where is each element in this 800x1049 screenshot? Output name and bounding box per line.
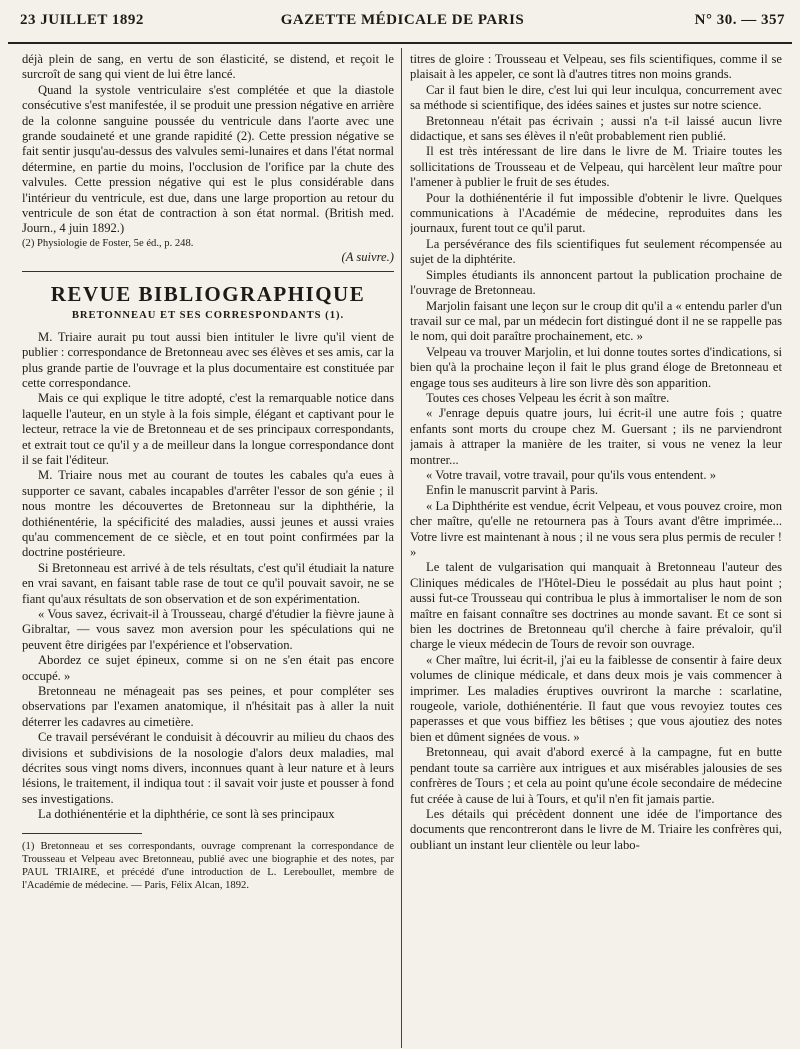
paragraph: Simples étudiants ils annoncent partout la publication prochaine de l'ouvrage de Bretonneau. — [410, 267, 782, 298]
paragraph: Ce travail persévérant le conduisit à découvrir au milieu du chaos des divisions et subdivisions de la nosologie d'alors deux maladies, mal décrites sous vingt noms divers, inconnues quant à leur nature et à leurs lésions, le traitement, il indiqua tout : il savait voir juste et pousser à fond ses investigations. — [22, 730, 394, 806]
paragraph: Pour la dothiénentérie il fut impossible d'obtenir le livre. Quelques communications à l'Académie de médecine, reproduites dans les journaux, furent tout ce qu'il parut. — [410, 190, 782, 236]
paragraph: titres de gloire : Trousseau et Velpeau, ses fils scientifiques, comme il se plaisait à les appeler, ce sont là d'autres titres non moins grands. — [410, 52, 782, 82]
paragraph: Quand la systole ventriculaire s'est complétée et que la diastole consécutive s'est manifestée, il se produit une pression négative en arrière de la colonne sanguine poussée du ventricule dans l'aorte avec une grande soudaineté et une grande rapidité (2). Cette pression négative se fait sentir jusqu'au-dessus des valvules semi-lunaires et dans l'état normal détermine, en partie du moins, l'occlusion de l'orifice par la chute des valvules. Cette pression négative qui est le plus considérable dans l'intérieur du ventricule, est due, dans une large proportion au retour du ventricule de son état de contraction à son état normal. (British med. Journ., 4 juin 1892.) — [22, 82, 394, 236]
paragraph: Enfin le manuscrit parvint à Paris. — [426, 483, 599, 498]
paragraph: Il est très intéressant de lire dans le livre de M. Triaire toutes les sollicitations de Trousseau et de Velpeau, qui harcèlent leur maître pour l'amener à publier le fruit de ses études. — [410, 144, 782, 190]
footnote-text: (1) Bretonneau et ses correspondants, ouvrage comprenant la correspondance de Trousseau et Velpeau avec Bretonneau, publié avec une biographie et des notes, par PAUL TRIAIRE, et précédé d'une introduction de L. Lereboullet, membre de l'Académie de médecine. — Paris, Félix Alcan, 1892. — [22, 840, 394, 891]
footnote-rule — [22, 833, 142, 834]
issue-date: 23 JUILLET 1892 — [20, 12, 144, 28]
paragraph: Velpeau va trouver Marjolin, et lui donne toutes sortes d'indications, si bien qu'à la prochaine leçon il fait le plus grand éloge de Bretonneau et engage tous ses auditeurs à lire son livre dès son apparition. — [410, 344, 782, 390]
quotation: « Cher maître, lui écrit-il, j'ai eu la faiblesse de consentir à faire deux volumes de clinique médicale, et dans deux mois je vais commencer à imprimer. Les maladies éruptives ouvriront la marche : scarlatine, rougeole, variole, dothiénentérie. Il faut que vous revoyiez toutes ces paperasses et que vous biffiez les bêtises ; que vous ajoutiez des notes bien et dûment signées de vous. » — [410, 652, 782, 744]
paragraph: La dothiénentérie et la diphthérie, ce sont là ses principaux — [38, 807, 335, 822]
paragraph: La persévérance des fils scientifiques fut seulement récompensée au sujet de la diphtérite. — [410, 236, 782, 267]
footnote — [22, 840, 394, 892]
quotation: « J'enrage depuis quatre jours, lui écrit-il une autre fois ; quatre enfants sont morts du croupe chez M. Guersant ; ils ne parviendront jamais à attraper la manière de les traiter, si vous ne venez la leur montrer... — [410, 406, 782, 467]
column-divider — [401, 48, 402, 1048]
to-be-continued: (A suivre.) — [341, 249, 394, 264]
paragraph: Bretonneau ne ménageait pas ses peines, et pour compléter ses observations par l'examen anatomique, il n'hésitait pas à aller la nuit déterrer les cadavres au cimetière. — [22, 684, 394, 729]
page-header — [20, 6, 785, 32]
journal-title: GAZETTE MÉDICALE DE PARIS — [280, 12, 525, 28]
quotation: « Vous savez, écrivait-il à Trousseau, chargé d'étudier la fièvre jaune à Gibraltar, — vous savez mon aversion pour les spéculations qui ne peuvent être dirigées par l'expérience et l'observation. — [22, 607, 394, 652]
header-rule — [8, 42, 792, 44]
paragraph: Marjolin faisant une leçon sur le croup dit qu'il a « entendu parler d'un travail sur ce mal, par un médecin fort distingué dont il ne se rappelle pas le nom, qui doit paraître prochainement, etc. » — [410, 298, 782, 344]
paragraph: Bretonneau n'était pas écrivain ; aussi n'a t-il laissé aucun livre didactique, et sans ses élèves il n'eût probablement rien publié. — [410, 113, 782, 144]
paragraph: Car il faut bien le dire, c'est lui qui leur inculqua, concurrement avec sa méthode si scientifique, des idées saines et justes sur notre science. — [410, 82, 782, 113]
paragraph: M. Triaire nous met au courant de toutes les cabales qu'a eues à supporter ce savant, cabales incapables d'arrêter l'essor de son génie ; il nous montre les découvertes de Bretonneau sur la diphthérie, la dothiénentérie, la spécificité des maladies, aussi jeunes et aussi vraies qu'au commencement de ce siècle, et en tout point confirmées par la doctrine postérieure. — [22, 468, 394, 560]
section-title: REVUE BIBLIOGRAPHIQUE — [50, 282, 366, 307]
paragraph: Mais ce qui explique le titre adopté, c'est la remarquable notice dans laquelle l'auteur, en un style à la fois simple, élégant et captivant pour le lecteur, retrace la vie de Bretonneau et de ses principaux correspondants, et extrait tout ce qu'il y a de meilleur dans la longue correspondance dont il se fait l'éditeur. — [22, 391, 394, 467]
paragraph: Bretonneau, qui avait d'abord exercé à la campagne, fut en butte pendant toute sa carrière aux intrigues et aux misérables jalousies de ses confrères de Tours ; et cela au point qu'une école secondaire de médecine fut créée à cause de lui à Tours, et qu'il n'en fit jamais partie. — [410, 745, 782, 806]
paragraph: Les détails qui précèdent donnent une idée de l'importance des documents que rencontreront dans le livre de M. Triaire les confrères qui, oubliant un instant leur clientèle ou leur labo- — [410, 806, 782, 852]
paragraph: M. Triaire aurait pu tout aussi bien intituler le livre qu'il vient de publier : correspondance de Bretonneau avec ses élèves et ses amis, car la plus grande partie de l'ouvrage et la plus documentaire est constituée par cette correspondance. — [22, 329, 394, 390]
paragraph: Si Bretonneau est arrivé à de tels résultats, c'est qu'il étudiait la nature en vrai savant, en faisant table rase de tout ce qu'il pouvait savoir, ne se fiant qu'aux résultats de son observation et de son expérimentation. — [22, 560, 394, 606]
footnote-text: (2) Physiologie de Foster, 5e éd., p. 248. — [22, 237, 194, 249]
quotation: « Votre travail, votre travail, pour qu'ils vous entendent. » — [426, 467, 716, 482]
paragraph: Le talent de vulgarisation qui manquait à Bretonneau l'auteur des Cliniques médicales de l'Hôtel-Dieu le possédait au plus haut point ; aussi fut-ce Trousseau qui contribua le plus à immortaliser le nom de son maître en faisant connaître ses doctrines au monde savant. Et ce sont si bien les doctrines de Bretonneau qu'il cherche à faire prévaloir, qu'il charge le vieux médecin de Tours de revoir son ouvrage. — [410, 560, 782, 652]
section-subtitle: BRETONNEAU ET SES CORRESPONDANTS (1). — [71, 310, 345, 322]
paragraph: déjà plein de sang, en vertu de son élasticité, se distend, et reçoit le surcroît de sang qui vient de lui être lancé. — [22, 52, 394, 82]
footnote — [22, 237, 394, 250]
left-column — [22, 52, 394, 1047]
paragraph: Toutes ces choses Velpeau les écrit à son maître. — [426, 390, 670, 405]
quotation: « La Diphthérite est vendue, écrit Velpeau, et vous pouvez croire, mon cher maître, qu'elle ne retournera pas à Tours avant d'être imprimée... Votre livre est maintenant à nous ; il ne vous sera plus permis de reculer ! » — [410, 498, 782, 559]
issue-page-number: N° 30. — 357 — [694, 12, 785, 28]
quotation: Abordez ce sujet épineux, comme si on ne s'en était pas encore occupé. » — [22, 653, 394, 683]
right-column — [410, 52, 782, 1047]
section-separator — [22, 271, 394, 272]
